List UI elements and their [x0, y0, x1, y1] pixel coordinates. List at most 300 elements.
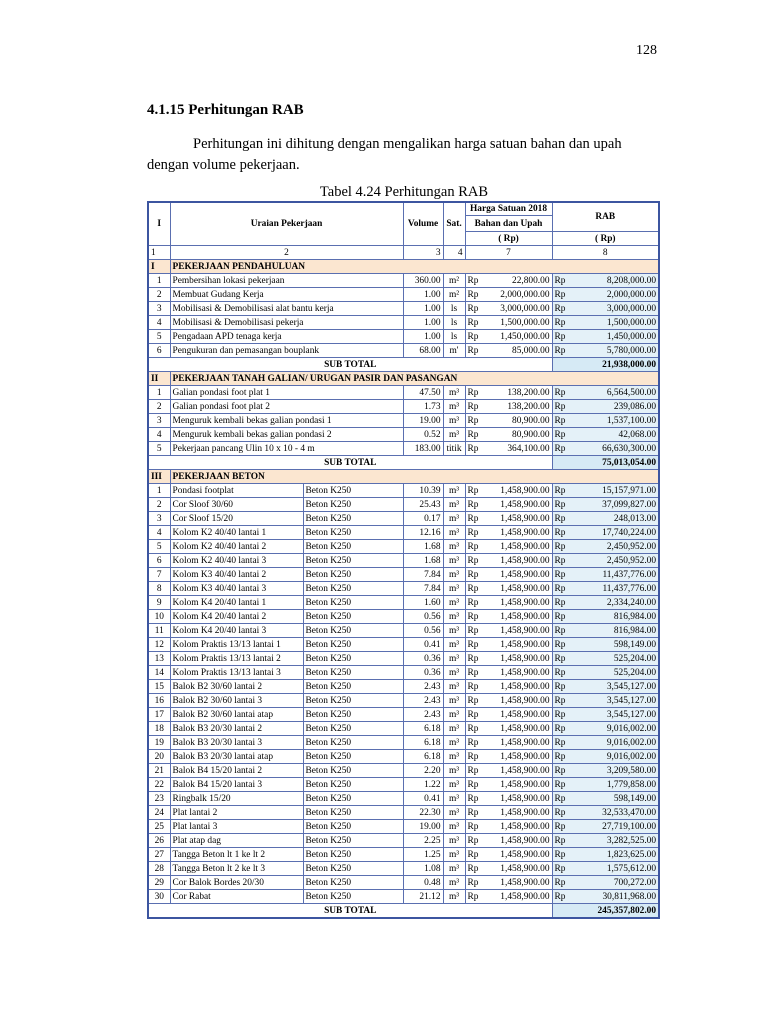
row-harga: 1,458,900.00 — [487, 512, 552, 526]
row-rab-currency: Rp — [552, 414, 574, 428]
row-volume: 2.25 — [403, 834, 443, 848]
row-rab: 9,016,002.00 — [574, 722, 659, 736]
row-harga: 1,458,900.00 — [487, 722, 552, 736]
row-sat: m³ — [443, 400, 465, 414]
table-row — [148, 624, 659, 638]
row-harga-currency: Rp — [465, 302, 487, 316]
row-rab: 15,157,971.00 — [574, 484, 659, 498]
row-spec: Beton K250 — [303, 890, 403, 904]
row-sat: m³ — [443, 624, 465, 638]
row-harga-currency: Rp — [465, 652, 487, 666]
row-number: 5 — [148, 540, 170, 554]
row-harga: 1,458,900.00 — [487, 862, 552, 876]
row-rab-currency: Rp — [552, 540, 574, 554]
row-uraian: Kolom K4 20/40 lantai 1 — [170, 596, 303, 610]
row-harga: 1,458,900.00 — [487, 582, 552, 596]
row-sat: m³ — [443, 554, 465, 568]
row-rab-currency: Rp — [552, 736, 574, 750]
row-harga: 80,900.00 — [487, 428, 552, 442]
row-rab: 1,779,858.00 — [574, 778, 659, 792]
row-harga: 1,458,900.00 — [487, 568, 552, 582]
section-heading: 4.1.15 Perhitungan RAB — [147, 102, 304, 118]
row-number: 4 — [148, 526, 170, 540]
row-rab-currency: Rp — [552, 386, 574, 400]
row-harga: 1,458,900.00 — [487, 778, 552, 792]
row-rab-currency: Rp — [552, 344, 574, 358]
subtotal-label: SUB TOTAL — [148, 456, 552, 470]
row-number: 20 — [148, 750, 170, 764]
row-harga: 1,458,900.00 — [487, 652, 552, 666]
row-harga-currency: Rp — [465, 316, 487, 330]
row-sat: m³ — [443, 862, 465, 876]
row-spec: Beton K250 — [303, 736, 403, 750]
row-volume: 68.00 — [403, 344, 443, 358]
header-no: I — [148, 202, 170, 246]
row-harga: 1,458,900.00 — [487, 666, 552, 680]
table-row — [148, 302, 659, 316]
row-number: 10 — [148, 610, 170, 624]
row-volume: 1.73 — [403, 400, 443, 414]
section-row — [148, 470, 659, 484]
row-harga-currency: Rp — [465, 512, 487, 526]
table-row — [148, 596, 659, 610]
row-harga-currency: Rp — [465, 876, 487, 890]
colnum-7: 7 — [465, 246, 552, 260]
table-row — [148, 400, 659, 414]
row-rab: 9,016,002.00 — [574, 750, 659, 764]
row-harga-currency: Rp — [465, 792, 487, 806]
header-harga-unit: ( Rp) — [465, 232, 552, 246]
table-row — [148, 428, 659, 442]
row-volume: 6.18 — [403, 750, 443, 764]
row-sat: m³ — [443, 722, 465, 736]
row-spec: Beton K250 — [303, 512, 403, 526]
table-row — [148, 288, 659, 302]
row-uraian: Pengukuran dan pemasangan bouplank — [170, 344, 403, 358]
row-sat: ls — [443, 330, 465, 344]
row-volume: 1.22 — [403, 778, 443, 792]
row-uraian: Kolom K4 20/40 lantai 3 — [170, 624, 303, 638]
row-harga: 1,458,900.00 — [487, 806, 552, 820]
row-harga: 1,458,900.00 — [487, 498, 552, 512]
row-uraian: Kolom Praktis 13/13 lantai 1 — [170, 638, 303, 652]
row-rab-currency: Rp — [552, 498, 574, 512]
row-rab-currency: Rp — [552, 708, 574, 722]
row-spec: Beton K250 — [303, 652, 403, 666]
row-harga-currency: Rp — [465, 820, 487, 834]
row-number: 22 — [148, 778, 170, 792]
colnum-1: 1 — [148, 246, 170, 260]
row-rab-currency: Rp — [552, 484, 574, 498]
table-row — [148, 540, 659, 554]
row-rab-currency: Rp — [552, 862, 574, 876]
row-rab: 9,016,002.00 — [574, 736, 659, 750]
row-harga-currency: Rp — [465, 386, 487, 400]
row-volume: 0.36 — [403, 666, 443, 680]
section-title: PEKERJAAN TANAH GALIAN/ URUGAN PASIR DAN PASANGAN — [170, 372, 659, 386]
row-rab-currency: Rp — [552, 876, 574, 890]
row-rab: 700,272.00 — [574, 876, 659, 890]
row-rab-currency: Rp — [552, 582, 574, 596]
colnum-8: 8 — [552, 246, 659, 260]
row-harga-currency: Rp — [465, 708, 487, 722]
row-rab-currency: Rp — [552, 806, 574, 820]
row-uraian: Galian pondasi foot plat 1 — [170, 386, 403, 400]
subtotal-value: 21,938,000.00 — [552, 358, 659, 372]
row-number: 16 — [148, 694, 170, 708]
row-uraian: Plat atap dag — [170, 834, 303, 848]
row-harga: 138,200.00 — [487, 400, 552, 414]
row-rab-currency: Rp — [552, 610, 574, 624]
row-spec: Beton K250 — [303, 862, 403, 876]
row-sat: m³ — [443, 428, 465, 442]
row-rab-currency: Rp — [552, 652, 574, 666]
row-volume: 25.43 — [403, 498, 443, 512]
row-sat: m³ — [443, 848, 465, 862]
row-sat: m³ — [443, 512, 465, 526]
row-sat: m³ — [443, 750, 465, 764]
subtotal-row — [148, 456, 659, 470]
row-harga: 2,000,000.00 — [487, 288, 552, 302]
row-harga-currency: Rp — [465, 400, 487, 414]
row-spec: Beton K250 — [303, 610, 403, 624]
row-rab: 27,719,100.00 — [574, 820, 659, 834]
row-spec: Beton K250 — [303, 876, 403, 890]
section-number: II — [148, 372, 170, 386]
table-row — [148, 330, 659, 344]
row-harga: 1,458,900.00 — [487, 708, 552, 722]
row-volume: 22.30 — [403, 806, 443, 820]
row-harga-currency: Rp — [465, 736, 487, 750]
row-rab: 3,209,580.00 — [574, 764, 659, 778]
row-harga: 1,458,900.00 — [487, 610, 552, 624]
row-rab: 17,740,224.00 — [574, 526, 659, 540]
row-rab-currency: Rp — [552, 274, 574, 288]
row-spec: Beton K250 — [303, 596, 403, 610]
row-rab-currency: Rp — [552, 694, 574, 708]
row-sat: m³ — [443, 582, 465, 596]
row-sat: m³ — [443, 806, 465, 820]
row-volume: 1.25 — [403, 848, 443, 862]
row-volume: 0.52 — [403, 428, 443, 442]
header-sat: Sat. — [443, 202, 465, 246]
row-rab-currency: Rp — [552, 568, 574, 582]
row-number: 25 — [148, 820, 170, 834]
row-harga: 1,458,900.00 — [487, 694, 552, 708]
row-rab: 3,545,127.00 — [574, 708, 659, 722]
row-uraian: Membuat Gudang Kerja — [170, 288, 403, 302]
row-rab-currency: Rp — [552, 638, 574, 652]
row-harga-currency: Rp — [465, 540, 487, 554]
row-harga-currency: Rp — [465, 526, 487, 540]
row-number: 15 — [148, 680, 170, 694]
row-rab-currency: Rp — [552, 722, 574, 736]
subtotal-value: 245,357,802.00 — [552, 904, 659, 919]
row-number: 24 — [148, 806, 170, 820]
row-rab: 8,208,000.00 — [574, 274, 659, 288]
row-volume: 47.50 — [403, 386, 443, 400]
row-uraian: Kolom K2 40/40 lantai 1 — [170, 526, 303, 540]
row-harga: 1,458,900.00 — [487, 596, 552, 610]
row-rab-currency: Rp — [552, 316, 574, 330]
row-harga-currency: Rp — [465, 764, 487, 778]
row-number: 5 — [148, 442, 170, 456]
row-harga-currency: Rp — [465, 330, 487, 344]
row-volume: 1.00 — [403, 302, 443, 316]
row-volume: 7.84 — [403, 582, 443, 596]
row-rab: 1,575,612.00 — [574, 862, 659, 876]
row-rab-currency: Rp — [552, 624, 574, 638]
row-harga: 1,458,900.00 — [487, 792, 552, 806]
row-harga: 1,458,900.00 — [487, 736, 552, 750]
row-harga-currency: Rp — [465, 344, 487, 358]
row-harga-currency: Rp — [465, 890, 487, 904]
row-uraian: Cor Sloof 15/20 — [170, 512, 303, 526]
row-harga: 1,458,900.00 — [487, 554, 552, 568]
row-harga: 138,200.00 — [487, 386, 552, 400]
row-volume: 0.48 — [403, 876, 443, 890]
row-uraian: Cor Rabat — [170, 890, 303, 904]
table-row — [148, 708, 659, 722]
row-number: 1 — [148, 484, 170, 498]
row-harga-currency: Rp — [465, 610, 487, 624]
row-sat: m³ — [443, 526, 465, 540]
row-spec: Beton K250 — [303, 484, 403, 498]
row-number: 30 — [148, 890, 170, 904]
row-volume: 12.16 — [403, 526, 443, 540]
row-number: 29 — [148, 876, 170, 890]
table-row — [148, 750, 659, 764]
row-volume: 0.56 — [403, 610, 443, 624]
row-harga-currency: Rp — [465, 680, 487, 694]
row-harga: 1,458,900.00 — [487, 876, 552, 890]
row-harga-currency: Rp — [465, 442, 487, 456]
row-harga-currency: Rp — [465, 596, 487, 610]
row-rab-currency: Rp — [552, 442, 574, 456]
row-rab: 816,984.00 — [574, 610, 659, 624]
table-row — [148, 386, 659, 400]
section-title: PEKERJAAN BETON — [170, 470, 659, 484]
row-spec: Beton K250 — [303, 778, 403, 792]
row-rab: 11,437,776.00 — [574, 582, 659, 596]
row-harga: 364,100.00 — [487, 442, 552, 456]
table-row — [148, 722, 659, 736]
row-volume: 0.41 — [403, 638, 443, 652]
row-number: 3 — [148, 414, 170, 428]
row-harga-currency: Rp — [465, 694, 487, 708]
row-harga: 80,900.00 — [487, 414, 552, 428]
row-harga: 22,800.00 — [487, 274, 552, 288]
table-row — [148, 778, 659, 792]
table-row — [148, 862, 659, 876]
row-volume: 2.43 — [403, 680, 443, 694]
table-row — [148, 568, 659, 582]
row-rab-currency: Rp — [552, 680, 574, 694]
section-row — [148, 372, 659, 386]
paragraph-text: Perhitungan ini dihitung dengan mengalikan harga satuan bahan dan upah dengan volume pekerjaan. — [147, 136, 622, 173]
row-sat: m³ — [443, 666, 465, 680]
row-number: 5 — [148, 330, 170, 344]
row-harga-currency: Rp — [465, 862, 487, 876]
row-spec: Beton K250 — [303, 582, 403, 596]
row-uraian: Menguruk kembali bekas galian pondasi 1 — [170, 414, 403, 428]
header-harga-sub: Bahan dan Upah — [465, 216, 552, 232]
row-rab-currency: Rp — [552, 890, 574, 904]
row-harga: 1,458,900.00 — [487, 680, 552, 694]
colnum-2: 2 — [170, 246, 403, 260]
row-rab-currency: Rp — [552, 400, 574, 414]
row-rab-currency: Rp — [552, 848, 574, 862]
row-volume: 6.18 — [403, 722, 443, 736]
row-sat: m² — [443, 288, 465, 302]
row-uraian: Kolom K3 40/40 lantai 3 — [170, 582, 303, 596]
table-row — [148, 554, 659, 568]
row-number: 2 — [148, 498, 170, 512]
row-volume: 1.08 — [403, 862, 443, 876]
row-rab-currency: Rp — [552, 512, 574, 526]
row-volume: 0.36 — [403, 652, 443, 666]
row-spec: Beton K250 — [303, 806, 403, 820]
table-row — [148, 848, 659, 862]
row-rab: 2,450,952.00 — [574, 540, 659, 554]
header-harga-top: Harga Satuan 2018 — [465, 202, 552, 216]
header-volume: Volume — [403, 202, 443, 246]
table-row — [148, 792, 659, 806]
row-rab: 3,282,525.00 — [574, 834, 659, 848]
row-sat: ls — [443, 316, 465, 330]
row-uraian: Balok B3 20/30 lantai atap — [170, 750, 303, 764]
row-uraian: Ringbalk 15/20 — [170, 792, 303, 806]
header-uraian: Uraian Pekerjaan — [170, 202, 403, 246]
row-rab-currency: Rp — [552, 428, 574, 442]
row-rab: 248,013.00 — [574, 512, 659, 526]
row-rab-currency: Rp — [552, 834, 574, 848]
row-harga-currency: Rp — [465, 666, 487, 680]
row-sat: m³ — [443, 484, 465, 498]
row-uraian: Kolom Praktis 13/13 lantai 2 — [170, 652, 303, 666]
row-rab-currency: Rp — [552, 778, 574, 792]
row-rab: 2,450,952.00 — [574, 554, 659, 568]
page-number: 128 — [636, 43, 657, 58]
row-rab-currency: Rp — [552, 302, 574, 316]
row-volume: 10.39 — [403, 484, 443, 498]
row-harga-currency: Rp — [465, 498, 487, 512]
row-volume: 0.56 — [403, 624, 443, 638]
rab-table-body — [148, 202, 659, 918]
row-uraian: Kolom Praktis 13/13 lantai 3 — [170, 666, 303, 680]
row-number: 6 — [148, 344, 170, 358]
row-sat: m³ — [443, 708, 465, 722]
column-number-row — [148, 246, 659, 260]
row-rab: 598,149.00 — [574, 638, 659, 652]
row-sat: m³ — [443, 386, 465, 400]
row-sat: m³ — [443, 680, 465, 694]
row-harga: 1,458,900.00 — [487, 834, 552, 848]
section-number: I — [148, 260, 170, 274]
row-volume: 2.43 — [403, 694, 443, 708]
row-harga: 1,458,900.00 — [487, 820, 552, 834]
row-number: 8 — [148, 582, 170, 596]
row-rab: 37,099,827.00 — [574, 498, 659, 512]
row-uraian: Balok B3 20/30 lantai 2 — [170, 722, 303, 736]
table-row — [148, 512, 659, 526]
table-row — [148, 638, 659, 652]
section-number: III — [148, 470, 170, 484]
row-harga: 3,000,000.00 — [487, 302, 552, 316]
row-spec: Beton K250 — [303, 848, 403, 862]
row-uraian: Pekerjaan pancang Ulin 10 x 10 - 4 m — [170, 442, 403, 456]
row-rab: 2,000,000.00 — [574, 288, 659, 302]
row-volume: 2.43 — [403, 708, 443, 722]
row-harga: 1,458,900.00 — [487, 624, 552, 638]
row-rab: 30,811,968.00 — [574, 890, 659, 904]
row-uraian: Plat lantai 2 — [170, 806, 303, 820]
section-row — [148, 260, 659, 274]
row-harga: 1,458,900.00 — [487, 750, 552, 764]
row-uraian: Cor Balok Bordes 20/30 — [170, 876, 303, 890]
row-spec: Beton K250 — [303, 750, 403, 764]
row-volume: 1.00 — [403, 316, 443, 330]
table-row — [148, 484, 659, 498]
row-spec: Beton K250 — [303, 498, 403, 512]
intro-paragraph — [147, 134, 657, 176]
row-uraian: Kolom K2 40/40 lantai 3 — [170, 554, 303, 568]
row-number: 2 — [148, 288, 170, 302]
row-harga-currency: Rp — [465, 288, 487, 302]
row-spec: Beton K250 — [303, 680, 403, 694]
row-harga-currency: Rp — [465, 274, 487, 288]
row-number: 11 — [148, 624, 170, 638]
row-volume: 7.84 — [403, 568, 443, 582]
row-sat: m³ — [443, 638, 465, 652]
row-volume: 19.00 — [403, 414, 443, 428]
table-row — [148, 876, 659, 890]
row-uraian: Kolom K2 40/40 lantai 2 — [170, 540, 303, 554]
row-sat: m² — [443, 274, 465, 288]
table-row — [148, 274, 659, 288]
row-harga: 1,458,900.00 — [487, 484, 552, 498]
row-harga: 1,458,900.00 — [487, 764, 552, 778]
header-rab-unit: ( Rp) — [552, 232, 659, 246]
row-volume: 2.20 — [403, 764, 443, 778]
table-header-row-1 — [148, 202, 659, 216]
row-rab: 525,204.00 — [574, 652, 659, 666]
table-row — [148, 834, 659, 848]
row-uraian: Balok B2 30/60 lantai atap — [170, 708, 303, 722]
row-uraian: Balok B3 20/30 lantai 3 — [170, 736, 303, 750]
row-rab: 3,545,127.00 — [574, 694, 659, 708]
row-harga-currency: Rp — [465, 484, 487, 498]
table-row — [148, 806, 659, 820]
row-rab-currency: Rp — [552, 750, 574, 764]
row-spec: Beton K250 — [303, 540, 403, 554]
table-row — [148, 582, 659, 596]
row-number: 6 — [148, 554, 170, 568]
row-uraian: Cor Sloof 30/60 — [170, 498, 303, 512]
row-volume: 1.00 — [403, 330, 443, 344]
table-row — [148, 694, 659, 708]
colnum-3: 3 — [403, 246, 443, 260]
row-rab: 32,533,470.00 — [574, 806, 659, 820]
row-harga-currency: Rp — [465, 834, 487, 848]
row-sat: m³ — [443, 568, 465, 582]
row-number: 23 — [148, 792, 170, 806]
row-rab: 816,984.00 — [574, 624, 659, 638]
subtotal-label: SUB TOTAL — [148, 358, 552, 372]
row-sat: m³ — [443, 764, 465, 778]
row-volume: 6.18 — [403, 736, 443, 750]
row-sat: m³ — [443, 540, 465, 554]
